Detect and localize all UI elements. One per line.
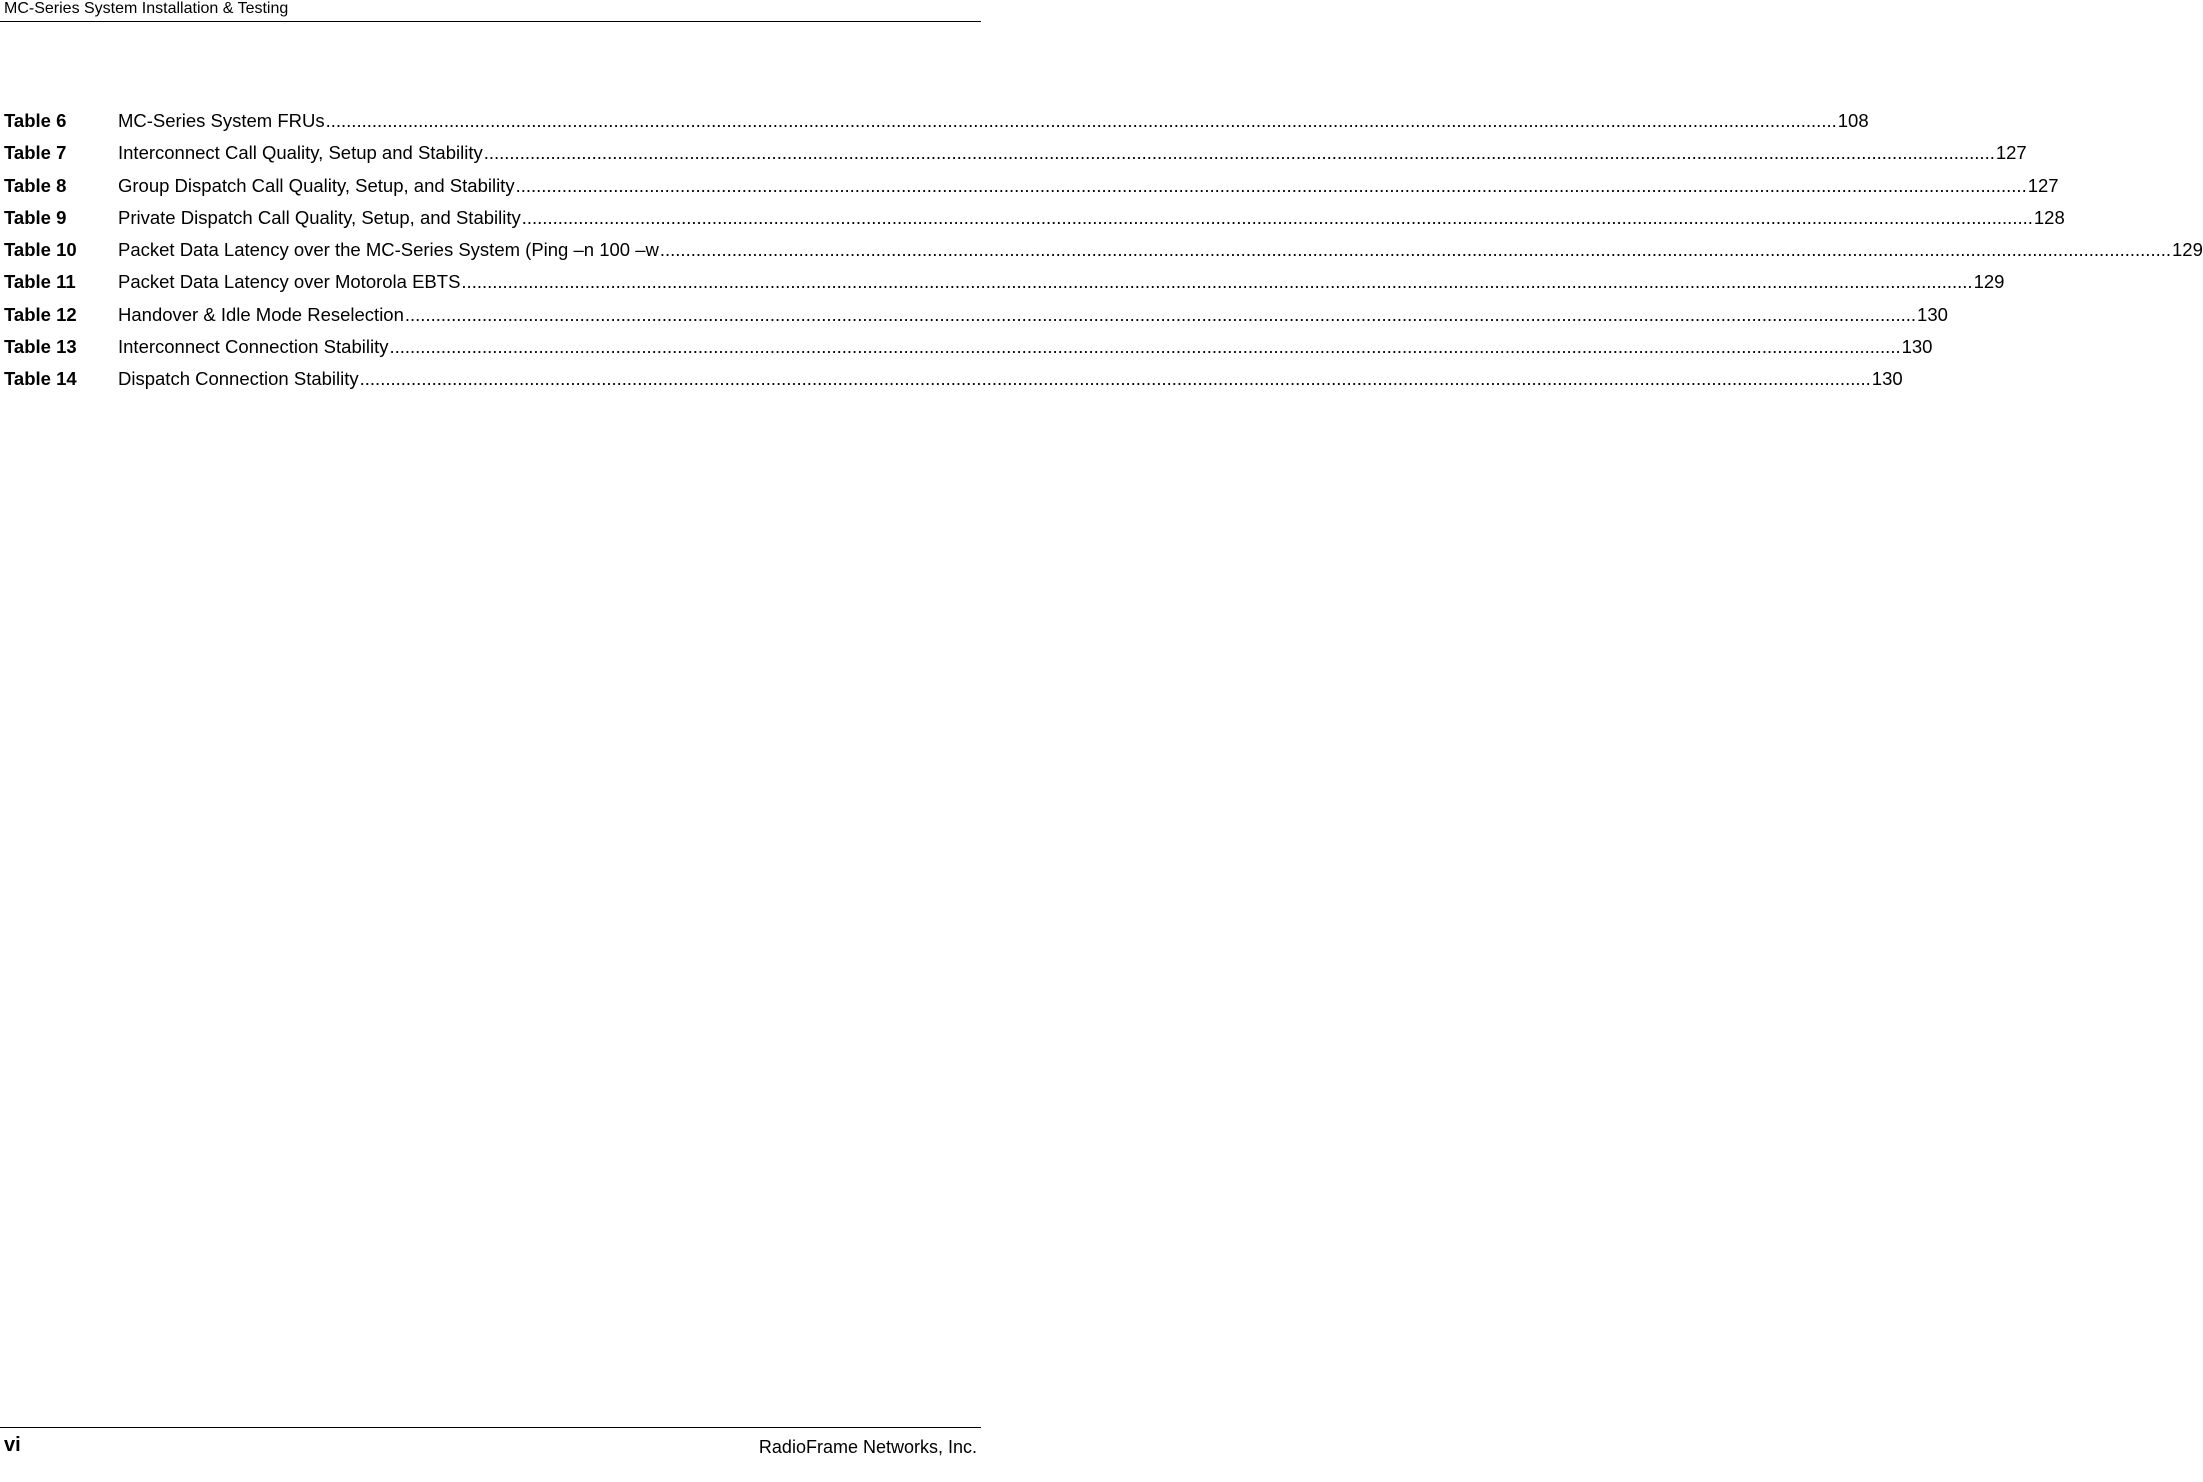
toc-entry-title: Private Dispatch Call Quality, Setup, and Stability	[118, 206, 521, 228]
toc-entry-title: MC-Series System FRUs	[118, 110, 325, 131]
toc-entry-label: Table 12	[4, 303, 77, 325]
toc-entry[interactable]	[4, 335, 1933, 367]
toc-entry[interactable]	[4, 270, 2005, 302]
toc-entry[interactable]	[4, 174, 2059, 206]
document-title: MC-Series System Installation & Testing	[4, 0, 289, 17]
toc-dot-leader	[326, 109, 1837, 133]
toc-dot-leader	[484, 141, 1995, 165]
company-name: RadioFrame Networks, Inc.	[758, 1437, 977, 1457]
page-number: vi	[4, 1434, 21, 1456]
toc-entry-page: 108	[1837, 110, 1869, 131]
toc-dot-leader	[461, 270, 1972, 294]
toc-dot-leader	[405, 303, 1916, 327]
toc-entry[interactable]	[4, 367, 1903, 399]
toc-entry-page: 129	[2172, 239, 2203, 260]
toc-entry-page: 130	[1917, 303, 1948, 325]
toc-entry-title: Dispatch Connection Stability	[118, 368, 359, 389]
toc-entry[interactable]	[4, 206, 2065, 238]
toc-entry-page: 127	[1995, 142, 2027, 164]
toc-entry[interactable]	[4, 109, 1869, 141]
toc-entry-page: 128	[2033, 206, 2065, 228]
toc-dot-leader	[360, 367, 1871, 391]
toc-entry-label: Table 13	[4, 335, 77, 357]
toc-entry-title: Packet Data Latency over Motorola EBTS	[118, 271, 461, 293]
toc-entry-label: Table 14	[4, 368, 77, 389]
toc-entry-page: 129	[1973, 271, 2005, 293]
toc-entry-label: Table 9	[4, 206, 67, 228]
toc-dot-leader	[660, 238, 2171, 262]
toc-entry-title: Interconnect Call Quality, Setup and Stability	[118, 142, 483, 164]
toc-entry[interactable]	[4, 303, 1948, 335]
toc-entry-label: Table 8	[4, 174, 67, 196]
toc-entry[interactable]	[4, 141, 2027, 173]
toc-entry-title: Handover & Idle Mode Reselection	[118, 303, 404, 325]
toc-dot-leader	[389, 335, 1900, 359]
toc-entry-page: 130	[1871, 368, 1903, 389]
toc-entry-title: Packet Data Latency over the MC-Series System (Ping –n 100 –w	[118, 239, 659, 260]
toc-entry-title: Interconnect Connection Stability	[118, 335, 389, 357]
toc-entry-label: Table 11	[4, 271, 76, 293]
table-of-tables	[4, 109, 2203, 399]
toc-dot-leader	[516, 174, 2027, 198]
toc-entry-title: Group Dispatch Call Quality, Setup, and Stability	[118, 174, 515, 196]
toc-dot-leader	[522, 206, 2033, 230]
toc-entry-page: 130	[1901, 335, 1933, 357]
toc-entry[interactable]	[4, 238, 2203, 270]
page-header	[0, 0, 981, 22]
toc-entry-label: Table 7	[4, 142, 67, 164]
toc-entry-label: Table 6	[4, 110, 67, 131]
toc-entry-label: Table 10	[4, 239, 77, 260]
toc-entry-page: 127	[2027, 174, 2059, 196]
page-footer	[0, 1427, 981, 1482]
